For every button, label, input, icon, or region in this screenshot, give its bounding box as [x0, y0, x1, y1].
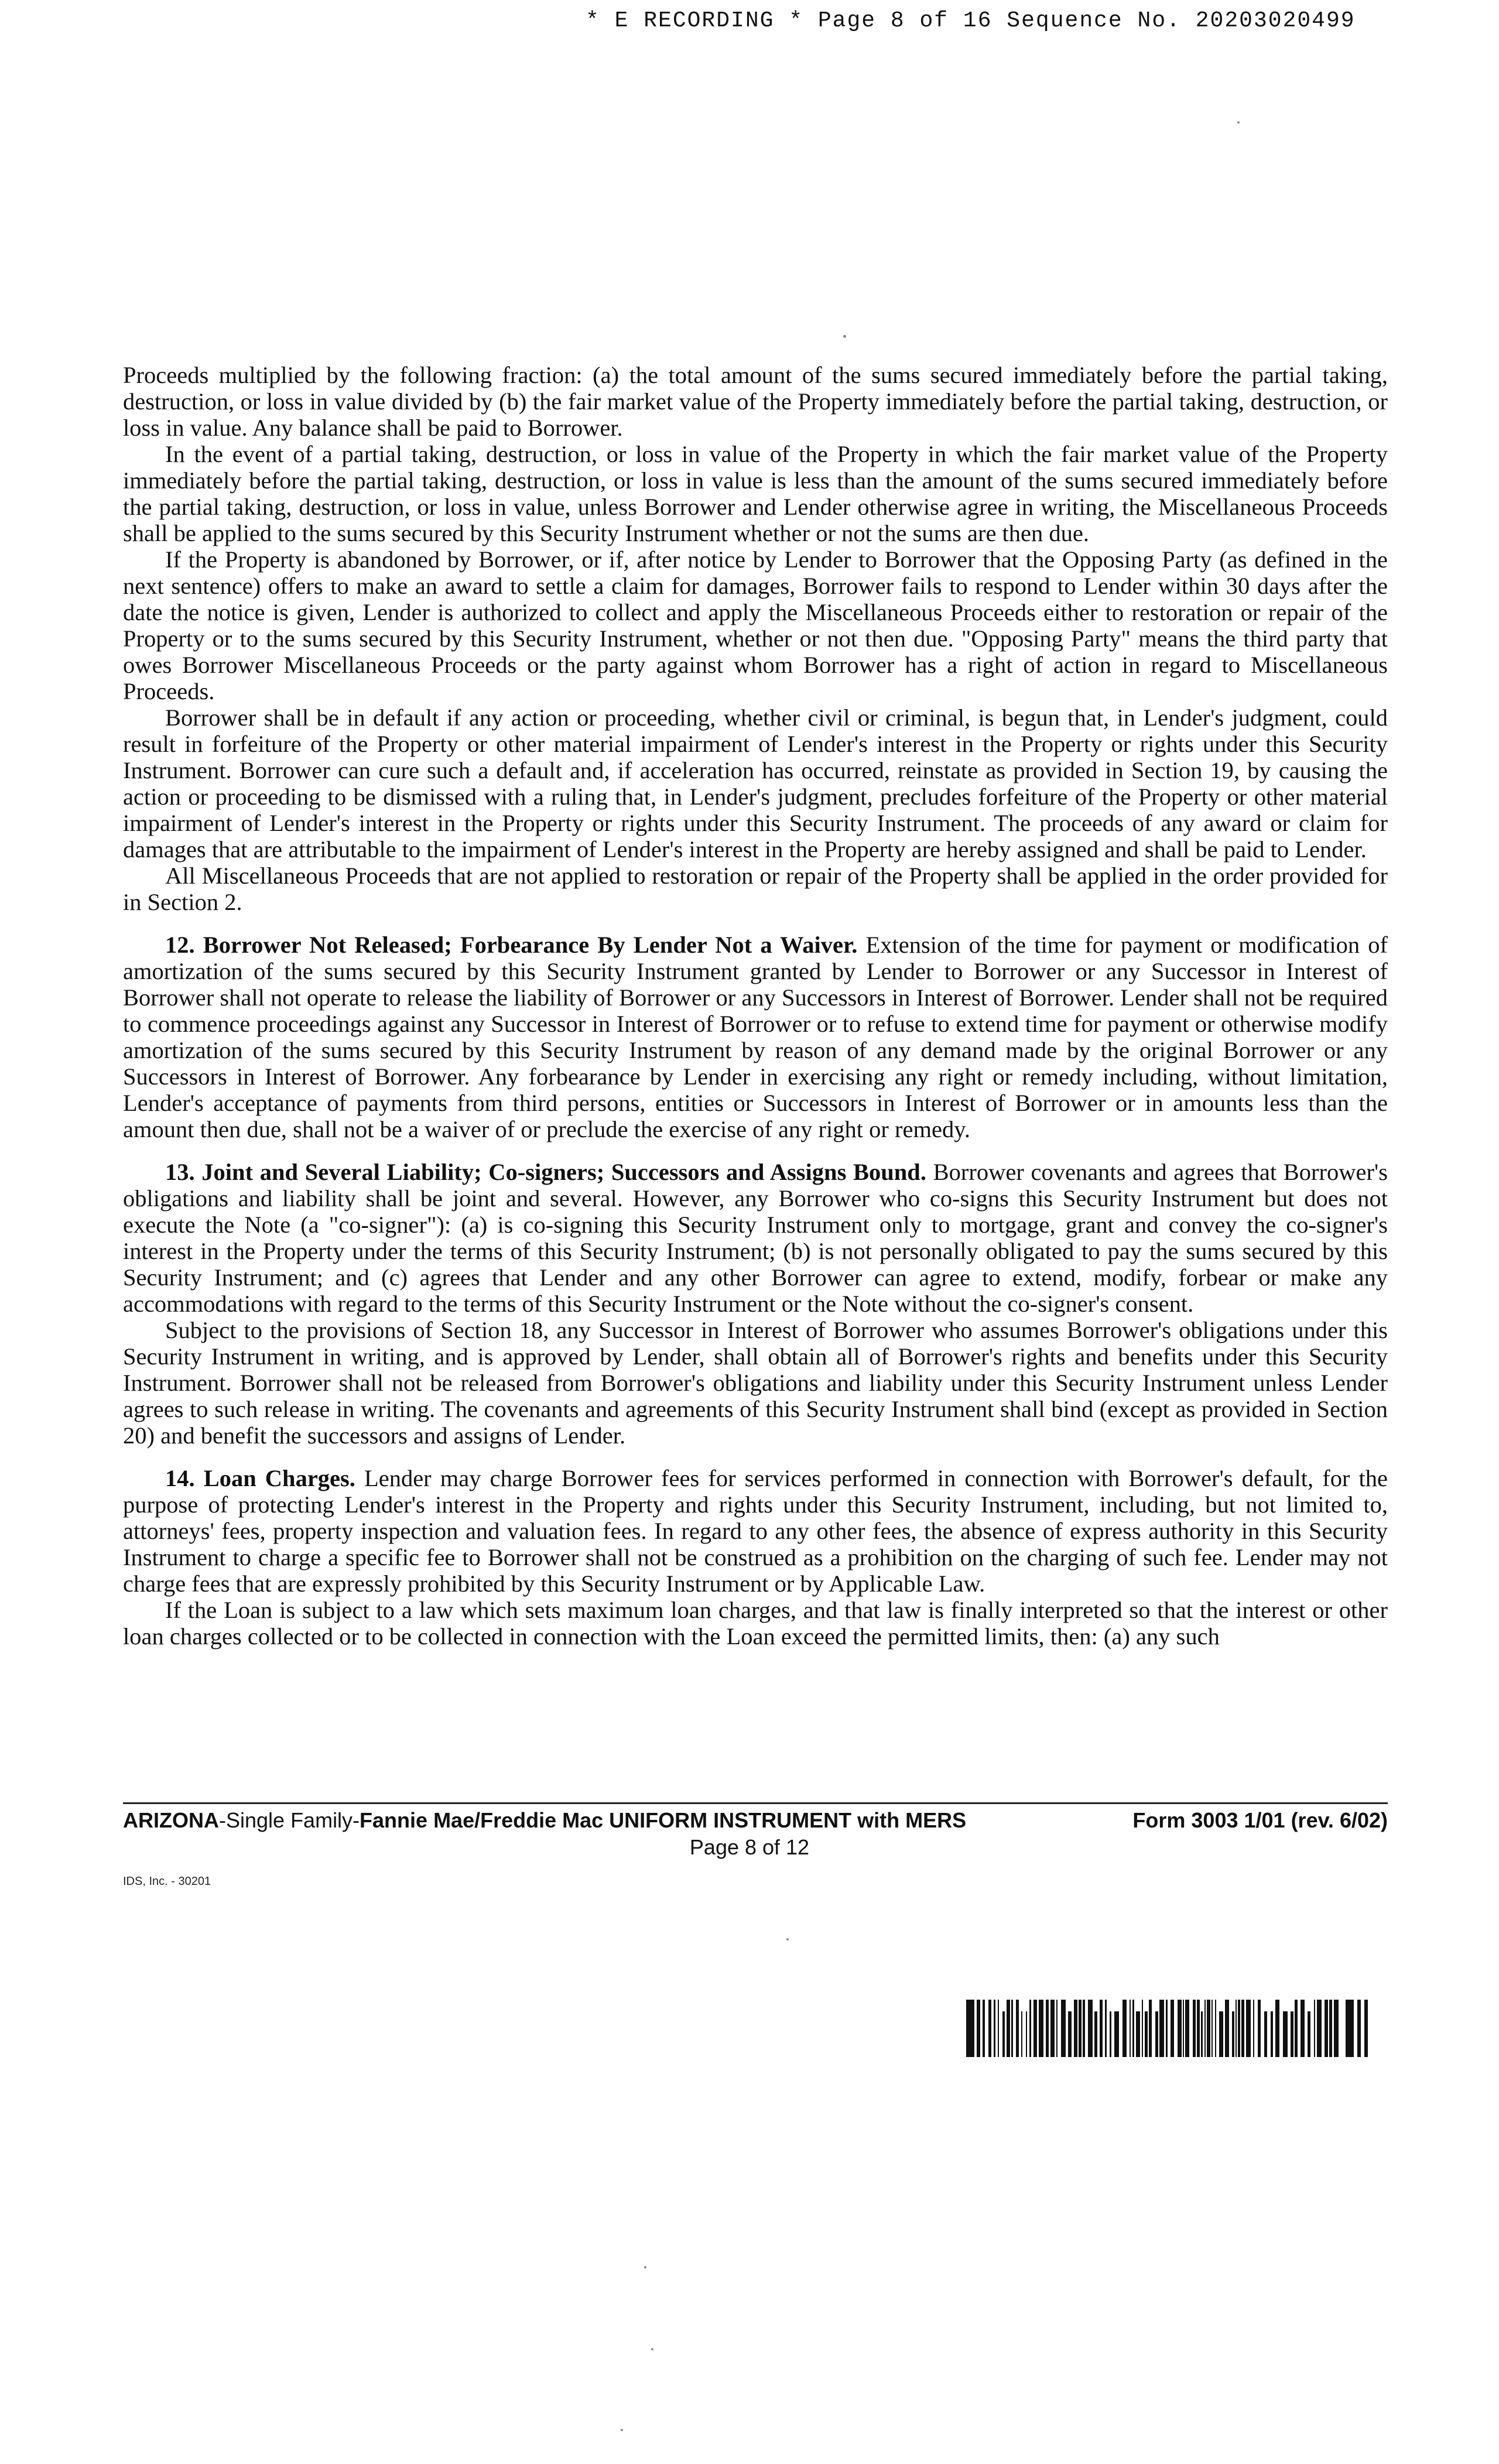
paragraph	[123, 1597, 1388, 1649]
barcode-bar	[1325, 2000, 1328, 2057]
barcode-bar	[1178, 2000, 1182, 2057]
barcode-bar	[1007, 2000, 1010, 2057]
barcode-bar	[1061, 2000, 1066, 2057]
document-body	[123, 362, 1388, 1649]
barcode-bar	[1050, 2000, 1055, 2057]
paragraph-text: Subject to the provisions of Section 18, any Successor in Interest of Borrower who assumes Borrower's obligations under this Security Instrument in writing, and is approved by Lender, shall obtain all of Borrower's rights and benefits under this Security Instrument. Borrower shall not be released from Borrower's obligations and liability under this Security Instrument unless Lender agrees to such release in writing. The covenants and agreements of this Security Instrument shall bind (except as provided in Section 20) and benefit the successors and assigns of Lender.	[123, 1317, 1388, 1449]
barcode-bar	[1211, 2000, 1213, 2057]
paragraph-text: If the Loan is subject to a law which sets maximum loan charges, and that law is finally interpreted so that the interest or other loan charges collected or to be collected in connection with the Loan exceed the permitted limits, then: (a) any such	[123, 1597, 1388, 1649]
scan-speck	[644, 2266, 646, 2268]
barcode-bar	[1046, 2000, 1049, 2057]
barcode-bar	[1083, 2000, 1085, 2057]
barcode-bar	[1295, 2000, 1298, 2057]
scan-speck	[621, 2429, 623, 2431]
footer-title-line	[123, 1808, 1388, 1836]
barcode-bar	[1159, 2000, 1164, 2057]
barcode-bar	[1364, 2000, 1368, 2057]
paragraph-text: Lender may charge Borrower fees for services performed in connection with Borrower's default, for the purpose of protecting Lender's interest in the Property and rights under this Security Instrument, including, but not limited to, attorneys' fees, property inspection and valuation fees. In regard to any other fees, the absence of express authority in this Security Instrument to charge a specific fee to Borrower shall not be construed as a prohibition on the charging of such fee. Lender may not charge fees that are expressly prohibited by this Security Instrument or by Applicable Law.	[123, 1465, 1388, 1597]
paragraph-text: Borrower covenants and agrees that Borrower's obligations and liability shall be joint and several. However, any Borrower who co-signs this Security Instrument but does not execute the Note (a "co-signer"): (a) is co-signing this Security Instrument only to mortgage, grant and convey the co-signer's interest in the Property under the terms of this Security Instrument; (b) is not personally obligated to pay the sums secured by this Security Instrument; and (c) agrees that Lender and any other Borrower can agree to extend, modify, forbear or make any accommodations with regard to the terms of this Security Instrument or the Note without the co-signer's consent.	[123, 1159, 1388, 1317]
barcode-bar	[1021, 2011, 1022, 2057]
barcode-bar	[1171, 2000, 1174, 2057]
paragraph-text: If the Property is abandoned by Borrower, or if, after notice by Lender to Borrower that the Opposing Party (as defined in the next sentence) offers to make an award to settle a claim for damages, Borrower fails to respond to Lender within 30 days after the date the notice is given, Lender is authorized to collect and apply the Miscellaneous Proceeds either to restoration or repair of the Property or to the sums secured by this Security Instrument, whether or not then due. "Opposing Party" means the third party that owes Borrower Miscellaneous Proceeds or the party against whom Borrower has a right of action in regard to Miscellaneous Proceeds.	[123, 546, 1388, 704]
barcode-bar	[1258, 2000, 1261, 2057]
barcode-icon	[966, 2000, 1369, 2057]
barcode-bar	[1056, 2000, 1057, 2057]
barcode-bar	[1166, 2000, 1168, 2057]
barcode-bar	[1026, 2011, 1027, 2057]
barcode-bar	[988, 2000, 991, 2057]
scan-speck	[1237, 121, 1240, 124]
barcode-bar	[994, 2000, 995, 2057]
barcode-bar	[1114, 2011, 1119, 2057]
barcode-bar	[1264, 2011, 1267, 2057]
barcode-bar	[1094, 2011, 1097, 2057]
barcode-bar	[1317, 2000, 1322, 2057]
barcode-bar	[1016, 2000, 1019, 2057]
paragraph	[123, 1317, 1388, 1449]
barcode-bar	[1215, 2000, 1216, 2057]
barcode-bar	[1033, 2000, 1037, 2057]
barcode-bar	[1334, 2000, 1339, 2057]
form-title	[123, 1808, 966, 1833]
barcode-bar	[1079, 2000, 1082, 2057]
barcode-bar	[1002, 2011, 1005, 2057]
barcode-bar	[1357, 2000, 1361, 2057]
section-14	[123, 1465, 1388, 1597]
barcode-bar	[1346, 2000, 1354, 2057]
barcode-bar	[1088, 2000, 1093, 2057]
barcode-bar	[1253, 2000, 1254, 2057]
barcode-bar	[977, 2000, 980, 2057]
barcode-bar	[1136, 2011, 1140, 2057]
barcode-bar	[1204, 2000, 1206, 2057]
barcode-bar	[1201, 2011, 1203, 2057]
barcode-bar	[1238, 2000, 1240, 2057]
barcode-bar	[1241, 2000, 1244, 2057]
paragraph	[123, 546, 1388, 704]
barcode-bar	[1145, 2011, 1148, 2057]
barcode-bar	[983, 2000, 985, 2057]
barcode-bar	[1219, 2011, 1223, 2057]
barcode-bar	[1074, 2000, 1077, 2057]
paragraph	[123, 704, 1388, 863]
recording-header: * E RECORDING * Page 8 of 16 Sequence No. 20203020499	[586, 8, 1356, 33]
barcode-bar	[1142, 2000, 1143, 2057]
form-number: Form 3003 1/01 (rev. 6/02)	[1132, 1808, 1388, 1832]
section-heading: 13. Joint and Several Liability; Co-signers; Successors and Assigns Bound.	[165, 1159, 926, 1185]
barcode-bar	[1271, 2011, 1273, 2057]
barcode-bar	[1149, 2000, 1152, 2057]
barcode-bar	[1100, 2000, 1103, 2057]
barcode-bar	[1314, 2000, 1315, 2057]
barcode-bar	[1232, 2011, 1234, 2057]
barcode-bar	[1283, 2011, 1288, 2057]
scan-speck	[786, 1938, 789, 1941]
barcode-bar	[1291, 2011, 1293, 2057]
barcode-bar	[1039, 2000, 1043, 2057]
paragraph	[123, 441, 1388, 546]
section-heading: 12. Borrower Not Released; Forbearance By Lender Not a Waiver.	[165, 932, 858, 958]
footer-state: ARIZONA	[123, 1808, 219, 1832]
barcode-bar	[1183, 2000, 1184, 2057]
barcode-bar	[1029, 2000, 1031, 2057]
barcode-bar	[1197, 2000, 1200, 2057]
paragraph-text: All Miscellaneous Proceeds that are not applied to restoration or repair of the Property shall be applied in the order provided for in Section 2.	[123, 863, 1388, 915]
barcode-bar	[1011, 2000, 1013, 2057]
barcode-bar	[1068, 2011, 1072, 2057]
barcode-bar	[1329, 2000, 1332, 2057]
section-12	[123, 932, 1388, 1142]
barcode-bar	[1300, 2000, 1305, 2057]
page-number: Page 8 of 12	[689, 1835, 810, 1859]
paragraph-text: In the event of a partial taking, destruction, or loss in value of the Property in which the fair market value of the Property immediately before the partial taking, destruction, or loss in value is less than the amount of the sums secured immediately before the partial taking, destruction, or loss in value, unless Borrower and Lender otherwise agree in writing, the Miscellaneous Proceeds shall be applied to the sums secured by this Security Instrument whether or not the sums are then due.	[123, 441, 1388, 546]
barcode-bar	[1308, 2011, 1310, 2057]
paragraph	[123, 863, 1388, 915]
footer-divider	[123, 1802, 1388, 1804]
ids-code: IDS, Inc. - 30201	[123, 1875, 211, 1888]
barcode-bar	[1246, 2000, 1251, 2057]
barcode-bar	[1225, 2000, 1229, 2057]
barcode-bar	[1155, 2011, 1158, 2057]
barcode-bar	[1130, 2000, 1131, 2057]
barcode-bar	[998, 2000, 999, 2057]
barcode-bar	[1105, 2000, 1107, 2057]
barcode-bar	[1132, 2000, 1134, 2057]
paragraph	[123, 362, 1388, 441]
barcode-bar	[1207, 2000, 1210, 2057]
scan-speck	[651, 2348, 653, 2350]
section-13	[123, 1159, 1388, 1317]
barcode-bar	[1110, 2011, 1111, 2057]
barcode-bar	[1122, 2000, 1127, 2057]
paragraph-text: Proceeds multiplied by the following fraction: (a) the total amount of the sums secured immediately before the partial taking, destruction, or loss in value divided by (b) the fair market value of the Property immediately before the partial taking, destruction, or loss in value. Any balance shall be paid to Borrower.	[123, 362, 1388, 441]
barcode-bar	[1193, 2000, 1196, 2057]
footer-description-bold: Fannie Mae/Freddie Mac UNIFORM INSTRUMENT with MERS	[360, 1808, 967, 1832]
barcode-bar	[1275, 2000, 1279, 2057]
paragraph-text: Borrower shall be in default if any action or proceeding, whether civil or criminal, is begun that, in Lender's judgment, could result in forfeiture of the Property or other material impairment of Lender's interest in the Property or rights under this Security Instrument. Borrower can cure such a default and, if acceleration has occurred, reinstate as provided in Section 19, by causing the action or proceeding to be dismissed with a ruling that, in Lender's judgment, precludes forfeiture of the Property or other material impairment of Lender's interest in the Property or rights under this Security Instrument. The proceeds of any award or claim for damages that are attributable to the impairment of Lender's interest in the Property are hereby assigned and shall be paid to Lender.	[123, 704, 1388, 863]
footer-description: -Single Family-	[219, 1808, 360, 1832]
barcode-bar	[1236, 2000, 1237, 2057]
section-heading: 14. Loan Charges.	[165, 1465, 355, 1491]
barcode-bar	[966, 2000, 974, 2057]
paragraph-text: Extension of the time for payment or modification of amortization of the sums secured by this Security Instrument granted by Lender to Borrower or any Successor in Interest of Borrower shall not operate to release the liability of Borrower or any Successors in Interest of Borrower. Lender shall not be required to commence proceedings against any Successor in Interest of Borrower or to refuse to extend time for payment or otherwise modify amortization of the sums secured by this Security Instrument by reason of any demand made by the original Borrower or any Successors in Interest of Borrower. Any forbearance by Lender in exercising any right or remedy including, without limitation, Lender's acceptance of payments from third persons, entities or Successors in Interest of Borrower or in amounts less than the amount then due, shall not be a waiver of or preclude the exercise of any right or remedy.	[123, 932, 1388, 1142]
barcode-bar	[1185, 2000, 1189, 2057]
scan-speck	[843, 335, 846, 338]
